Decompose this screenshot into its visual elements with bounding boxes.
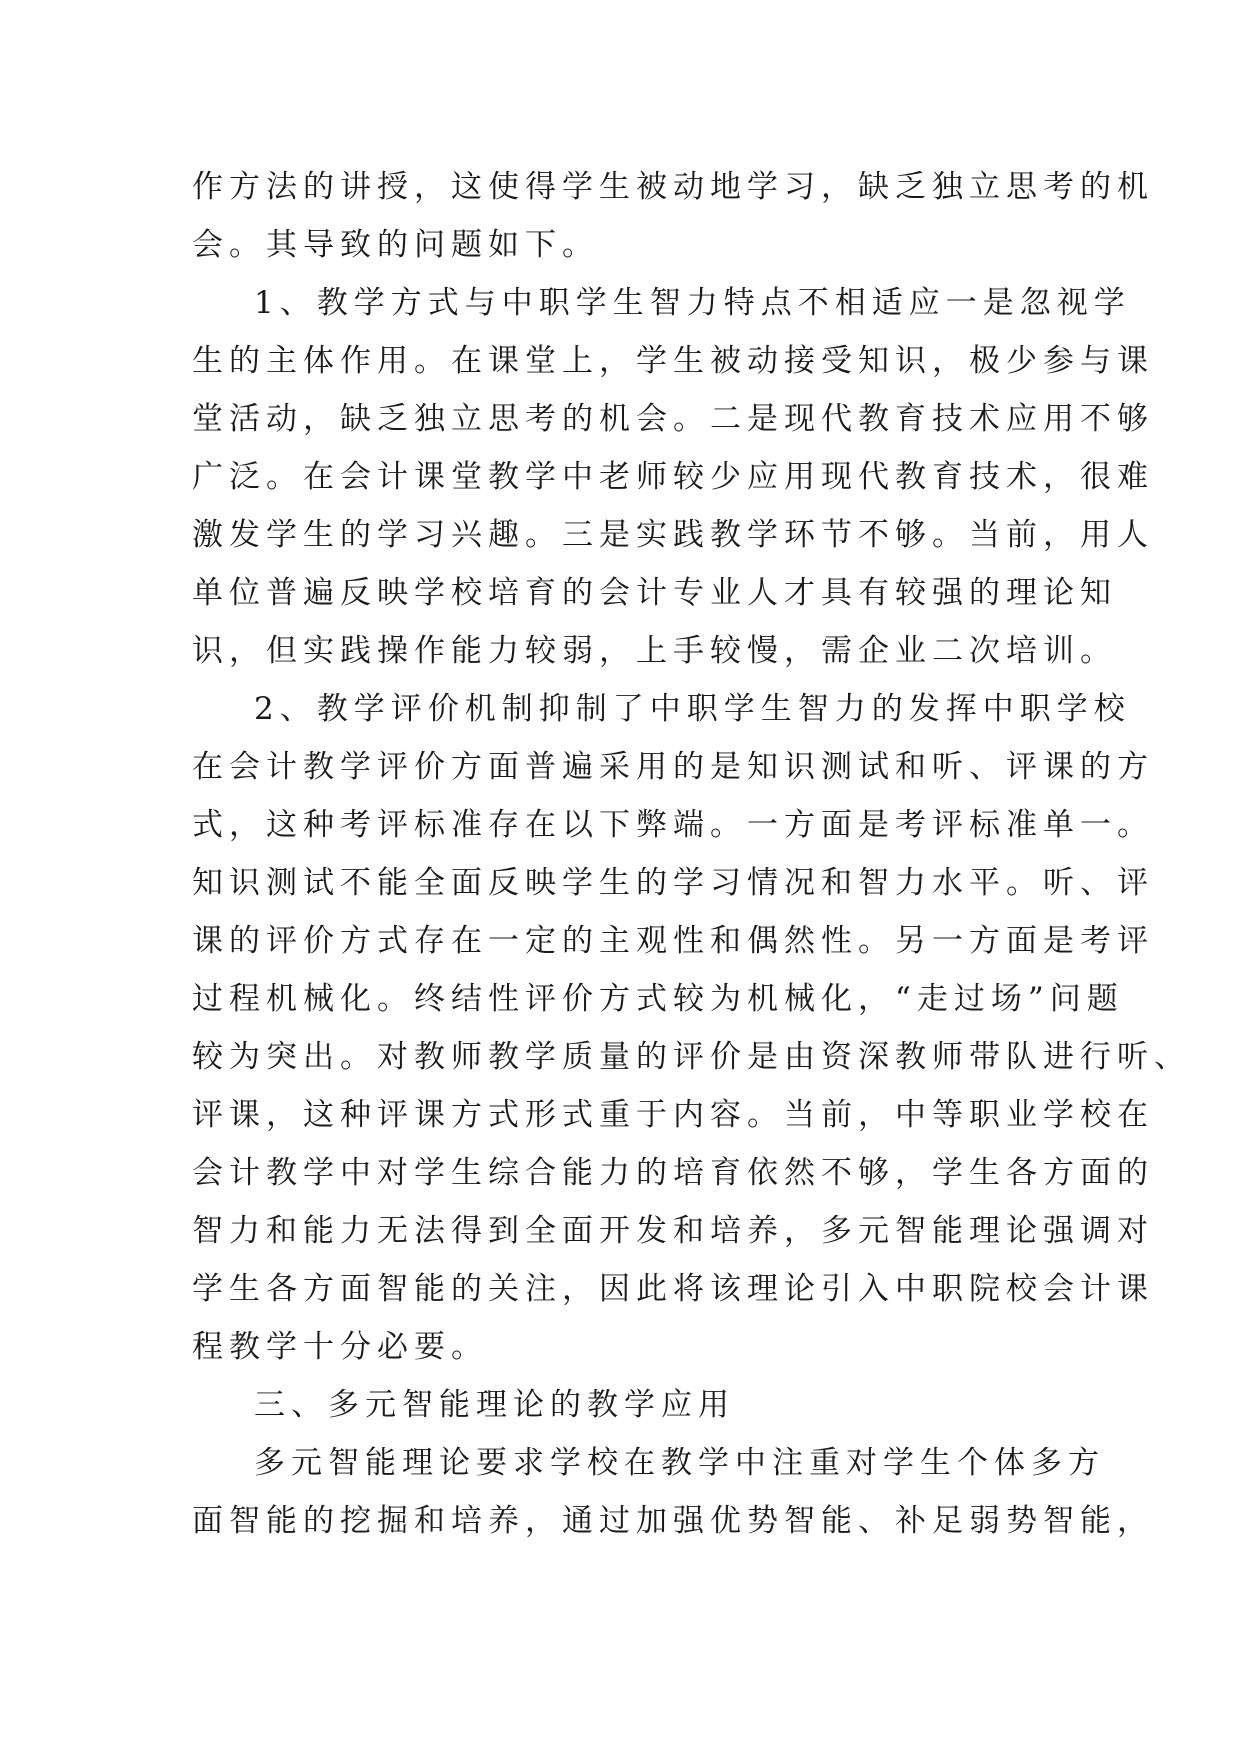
body-line-paragraph-start: 1、教学方式与中职学生智力特点不相适应一是忽视学 (254, 285, 1131, 321)
body-line: 式，这种考评标准存在以下弊端。一方面是考评标准单一。 (192, 807, 1154, 843)
body-line: 作方法的讲授，这使得学生被动地学习，缺乏独立思考的机 (192, 169, 1154, 205)
body-line: 单位普遍反映学校培育的会计专业人才具有较强的理论知 (192, 575, 1117, 611)
body-line-paragraph-start: 2、教学评价机制抑制了中职学生智力的发挥中职学校 (254, 691, 1131, 727)
body-line: 学生各方面智能的关注，因此将该理论引入中职院校会计课 (192, 1271, 1154, 1307)
body-line: 较为突出。对教师教学质量的评价是由资深教师带队进行听、 (192, 1039, 1191, 1075)
body-line: 广泛。在会计课堂教学中老师较少应用现代教育技术，很难 (192, 459, 1154, 495)
body-line: 激发学生的学习兴趣。三是实践教学环节不够。当前，用人 (192, 517, 1154, 553)
body-line: 面智能的挖掘和培养，通过加强优势智能、补足弱势智能， (192, 1503, 1154, 1539)
body-line: 评课，这种评课方式形式重于内容。当前，中等职业学校在 (192, 1097, 1154, 1133)
body-line: 生的主体作用。在课堂上，学生被动接受知识，极少参与课 (192, 343, 1154, 379)
section-heading: 三、多元智能理论的教学应用 (254, 1387, 735, 1423)
body-line: 会计教学中对学生综合能力的培育依然不够，学生各方面的 (192, 1155, 1154, 1191)
body-line-paragraph-start: 多元智能理论要求学校在教学中注重对学生个体多方 (254, 1445, 1105, 1481)
body-line: 堂活动，缺乏独立思考的机会。二是现代教育技术应用不够 (192, 401, 1154, 437)
body-line: 在会计教学评价方面普遍采用的是知识测试和听、评课的方 (192, 749, 1154, 785)
body-line: 会。其导致的问题如下。 (192, 227, 599, 263)
body-line: 识，但实践操作能力较弱，上手较慢，需企业二次培训。 (192, 633, 1117, 669)
body-line: 知识测试不能全面反映学生的学习情况和智力水平。听、评 (192, 865, 1154, 901)
body-line: 课的评价方式存在一定的主观性和偶然性。另一方面是考评 (192, 923, 1154, 959)
body-line: 智力和能力无法得到全面开发和培养，多元智能理论强调对 (192, 1213, 1154, 1249)
body-line: 程教学十分必要。 (192, 1329, 488, 1365)
body-line: 过程机械化。终结性评价方式较为机械化，“走过场”问题 (192, 981, 1124, 1017)
document-body (192, 158, 1191, 1550)
